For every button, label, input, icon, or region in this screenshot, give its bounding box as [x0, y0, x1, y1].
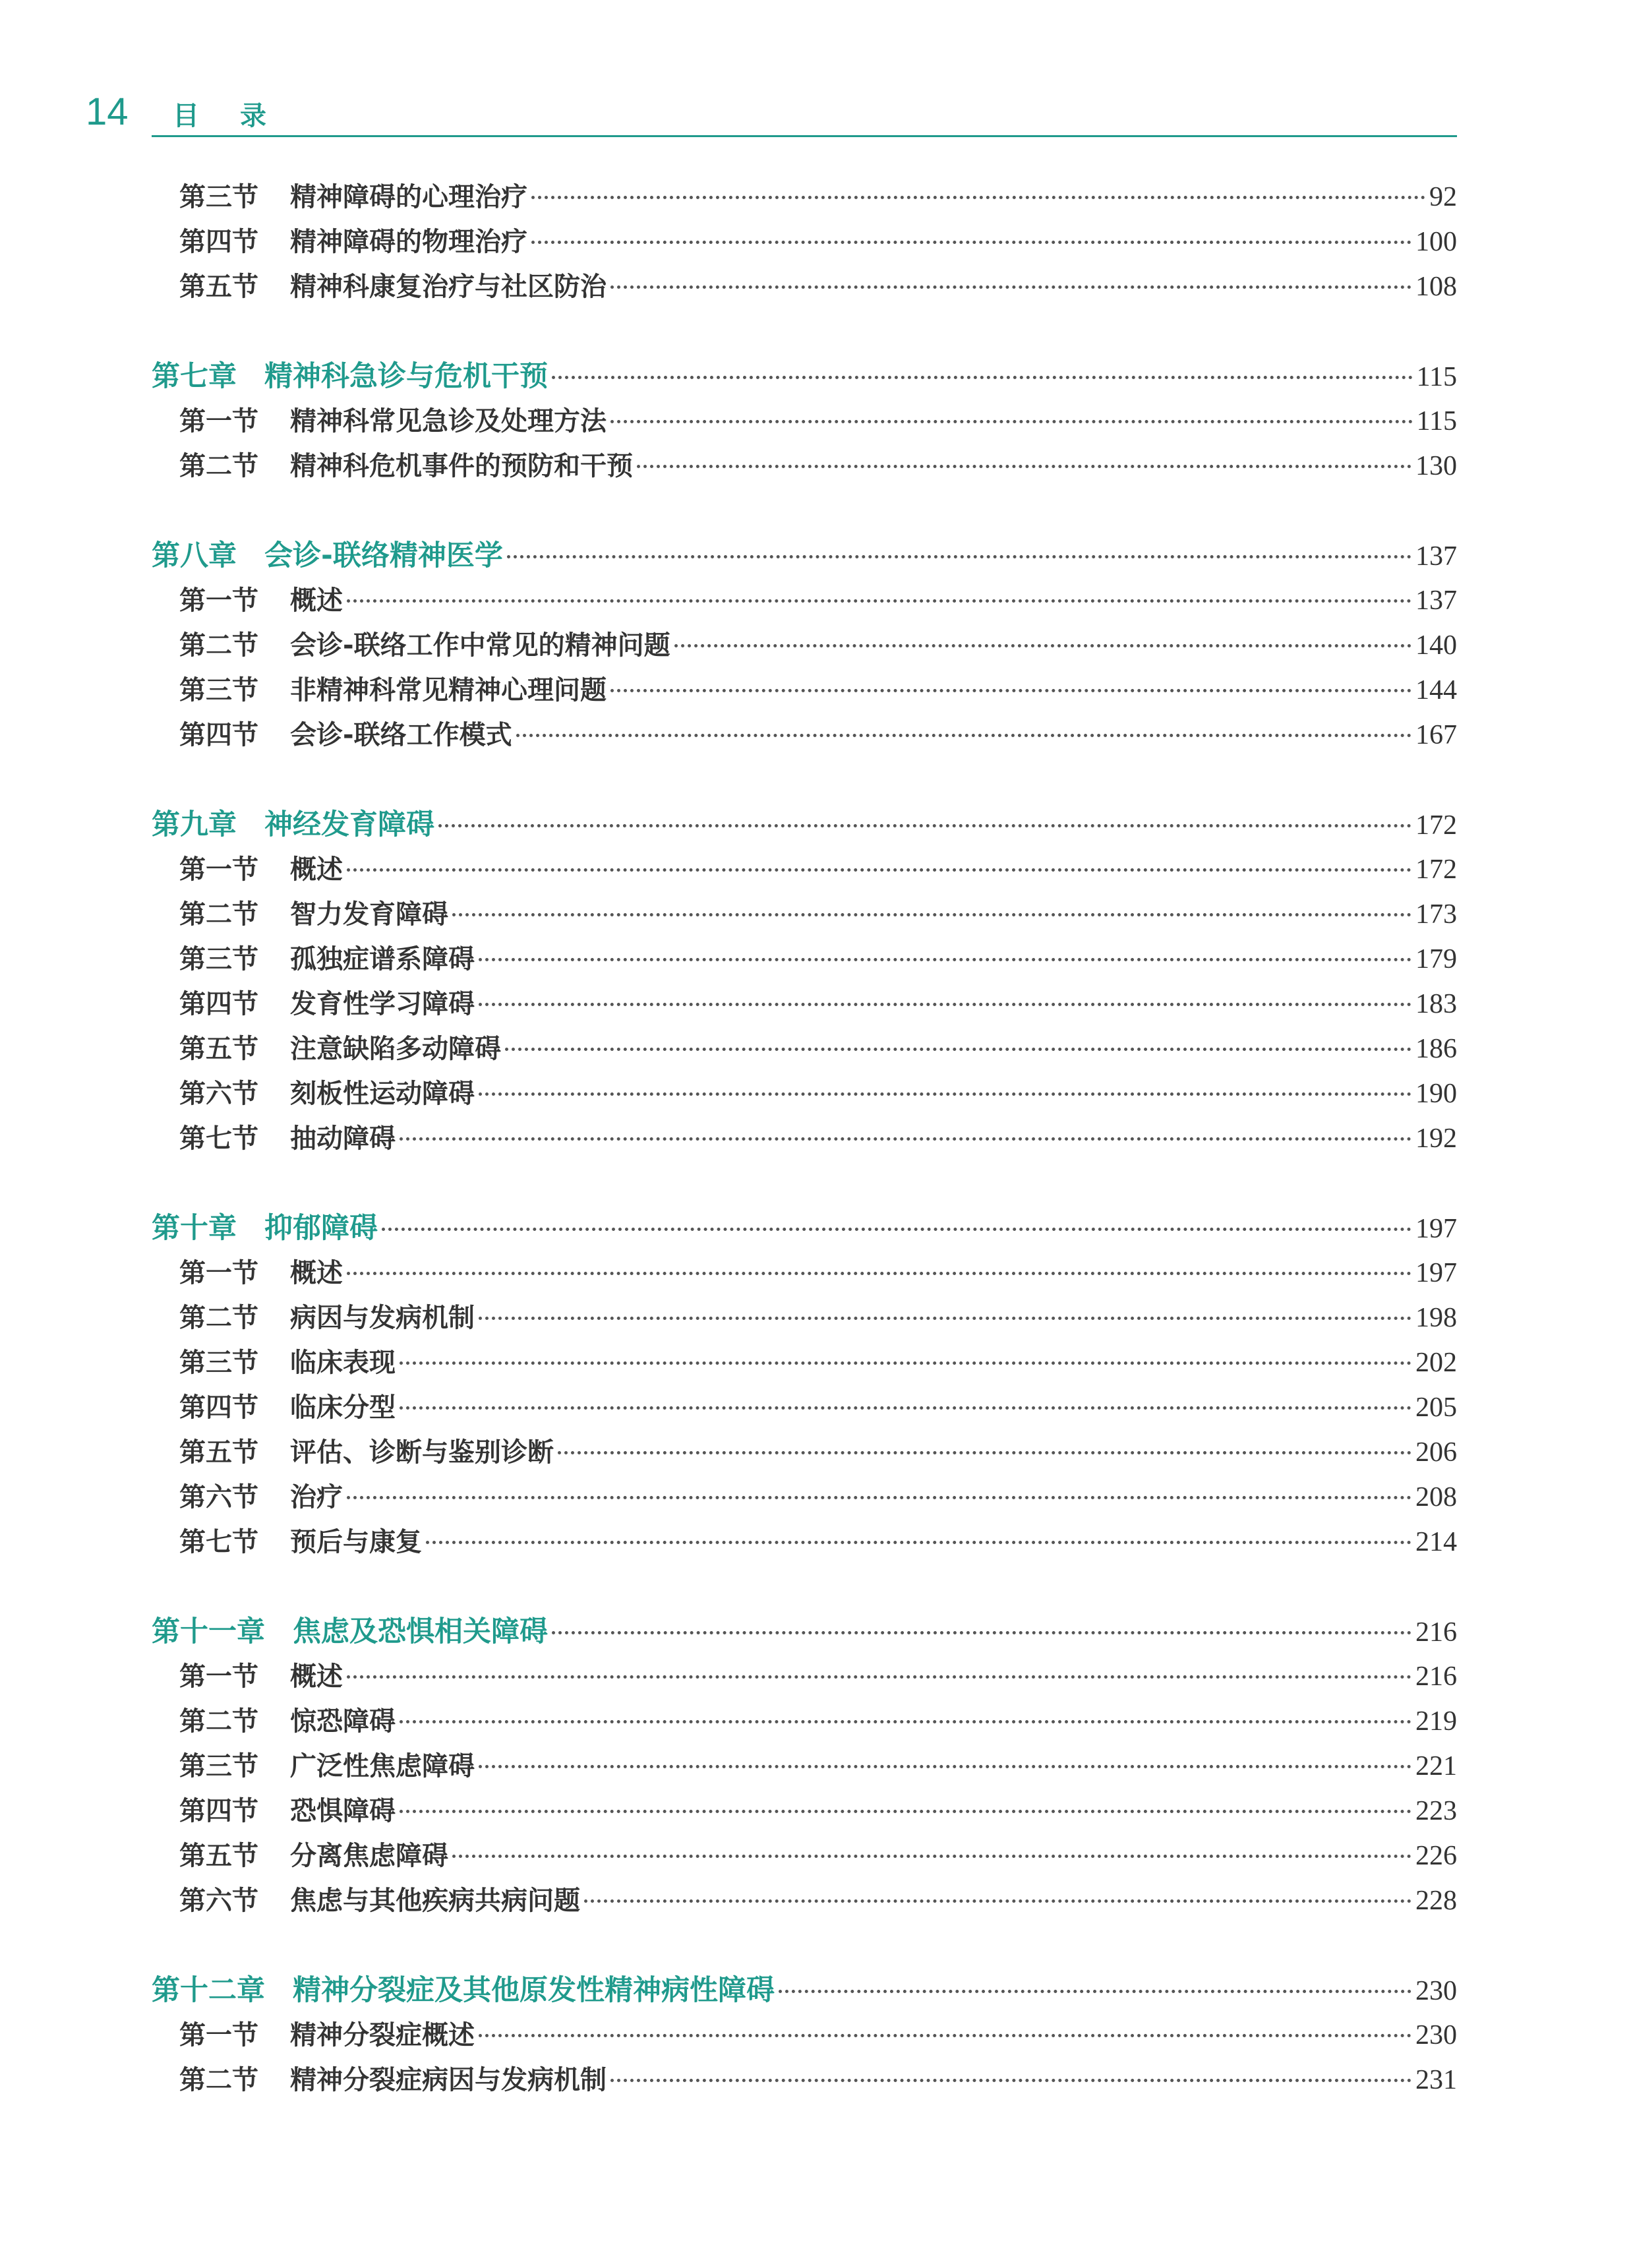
section-entry[interactable]: [152, 1475, 1457, 1520]
section-number: 第四节: [179, 1796, 258, 1826]
dot-leader: [610, 420, 1413, 423]
section-title: 会诊-联络工作模式: [290, 720, 512, 750]
chapter-entry[interactable]: [152, 1609, 1457, 1654]
section-entry[interactable]: [152, 1071, 1457, 1116]
chapter-block: [152, 354, 1457, 489]
section-title: 会诊-联络工作中常见的精神问题: [290, 630, 670, 661]
section-title: 分离焦虑障碍: [290, 1841, 448, 1871]
dot-leader: [479, 958, 1412, 961]
dot-leader: [505, 1048, 1412, 1051]
dot-leader: [479, 1317, 1412, 1320]
section-number: 第三节: [179, 1751, 258, 1781]
dot-leader: [637, 465, 1412, 468]
section-number: 第五节: [179, 1437, 258, 1468]
section-entry[interactable]: [152, 399, 1457, 444]
chapter-entry[interactable]: [152, 802, 1457, 847]
section-entry[interactable]: [152, 175, 1457, 220]
header-title: 目录: [173, 101, 307, 131]
section-title: 注意缺陷多动障碍: [290, 1034, 501, 1064]
chapter-number: 第十二章: [152, 1974, 265, 2007]
page-ref: 230: [1415, 2020, 1457, 2050]
section-number: 第一节: [179, 585, 258, 616]
dot-leader: [438, 824, 1412, 827]
page-ref: 140: [1415, 630, 1457, 661]
section-entry[interactable]: [152, 1789, 1457, 1834]
dot-leader: [552, 376, 1413, 379]
page-ref: 115: [1416, 362, 1457, 392]
page-ref: 172: [1415, 810, 1457, 841]
chapter-block: [152, 533, 1457, 758]
section-number: 第七节: [179, 1123, 258, 1154]
section-number: 第四节: [179, 227, 258, 257]
section-title: 刻板性运动障碍: [290, 1079, 475, 1109]
page-ref: 186: [1415, 1034, 1457, 1064]
section-entry[interactable]: [152, 1520, 1457, 1565]
table-of-contents: [152, 175, 1457, 2147]
section-number: 第三节: [179, 1348, 258, 1378]
dot-leader: [610, 689, 1412, 692]
page-ref: 202: [1415, 1348, 1457, 1378]
section-entry[interactable]: [152, 713, 1457, 758]
dot-leader: [347, 599, 1412, 603]
chapter-number: 第七章: [152, 360, 237, 393]
section-number: 第一节: [179, 1661, 258, 1692]
dot-leader: [584, 1899, 1412, 1903]
dot-leader: [400, 1720, 1412, 1723]
section-title: 精神障碍的心理治疗: [290, 182, 527, 212]
dot-leader: [452, 913, 1412, 916]
page-ref: 221: [1415, 1751, 1457, 1781]
section-entry[interactable]: [152, 1116, 1457, 1161]
section-title: 精神科康复治疗与社区防治: [290, 272, 607, 302]
page-ref: 216: [1415, 1661, 1457, 1692]
page-ref: 230: [1415, 1976, 1457, 2006]
section-title: 精神科常见急诊及处理方法: [290, 406, 607, 436]
section-entry[interactable]: [152, 1654, 1457, 1699]
section-title: 概述: [290, 1661, 343, 1692]
chapter-title: 会诊-联络精神医学: [264, 539, 503, 572]
section-number: 第七节: [179, 1527, 258, 1557]
chapter-title: 神经发育障碍: [264, 808, 434, 841]
page-ref: 219: [1415, 1706, 1457, 1737]
section-number: 第五节: [179, 1841, 258, 1871]
section-title: 概述: [290, 854, 343, 885]
dot-leader: [382, 1228, 1412, 1231]
section-entry[interactable]: [152, 264, 1457, 309]
section-entry[interactable]: [152, 578, 1457, 623]
section-number: 第六节: [179, 1886, 258, 1916]
dot-leader: [531, 241, 1412, 244]
page-ref: 137: [1415, 585, 1457, 616]
page-ref: 198: [1415, 1303, 1457, 1333]
page-ref: 100: [1415, 227, 1457, 257]
dot-leader: [674, 644, 1412, 647]
section-title: 孤独症谱系障碍: [290, 944, 475, 974]
chapter-number: 第九章: [152, 808, 237, 841]
section-entry[interactable]: [152, 1340, 1457, 1385]
dot-leader: [531, 196, 1425, 199]
chapter-block: [152, 175, 1457, 309]
page-ref: 216: [1415, 1617, 1457, 1648]
page-ref: 206: [1415, 1437, 1457, 1468]
page-ref: 130: [1415, 451, 1457, 481]
section-number: 第四节: [179, 720, 258, 750]
section-number: 第五节: [179, 1034, 258, 1064]
page-header: [86, 84, 1457, 137]
page-ref: 223: [1415, 1796, 1457, 1826]
section-title: 智力发育障碍: [290, 899, 448, 930]
dot-leader: [347, 1675, 1412, 1679]
section-number: 第六节: [179, 1079, 258, 1109]
page-ref: 92: [1429, 182, 1457, 212]
page-ref: 197: [1415, 1258, 1457, 1288]
section-title: 发育性学习障碍: [290, 989, 475, 1019]
section-entry[interactable]: [152, 668, 1457, 713]
section-number: 第二节: [179, 899, 258, 930]
page-ref: 208: [1415, 1482, 1457, 1512]
dot-leader: [479, 1765, 1412, 1768]
section-number: 第二节: [179, 630, 258, 661]
chapter-title: 精神科急诊与危机干预: [264, 360, 548, 393]
dot-leader: [507, 555, 1412, 558]
page-ref: 190: [1415, 1079, 1457, 1109]
chapter-block: [152, 1968, 1457, 2103]
section-title: 精神科危机事件的预防和干预: [290, 451, 633, 481]
section-number: 第一节: [179, 1258, 258, 1288]
dot-leader: [426, 1541, 1412, 1544]
page-ref: 144: [1415, 675, 1457, 705]
section-title: 焦虑与其他疾病共病问题: [290, 1886, 580, 1916]
dot-leader: [479, 1092, 1412, 1096]
section-title: 预后与康复: [290, 1527, 422, 1557]
page-ref: 192: [1415, 1123, 1457, 1154]
page-ref: 115: [1416, 406, 1457, 436]
section-number: 第五节: [179, 272, 258, 302]
dot-leader: [610, 2079, 1412, 2082]
section-entry[interactable]: [152, 1385, 1457, 1430]
page-ref: 205: [1415, 1392, 1457, 1423]
section-number: 第三节: [179, 675, 258, 705]
page-ref: 214: [1415, 1527, 1457, 1557]
section-entry[interactable]: [152, 892, 1457, 937]
page-ref: 179: [1415, 944, 1457, 974]
section-title: 惊恐障碍: [290, 1706, 396, 1737]
chapter-number: 第八章: [152, 539, 237, 572]
section-title: 评估、诊断与鉴别诊断: [290, 1437, 554, 1468]
page-ref: 137: [1415, 541, 1457, 572]
page-ref: 231: [1415, 2065, 1457, 2095]
section-number: 第四节: [179, 1392, 258, 1423]
section-entry[interactable]: [152, 623, 1457, 668]
chapter-block: [152, 1206, 1457, 1565]
section-title: 非精神科常见精神心理问题: [290, 675, 607, 705]
section-number: 第一节: [179, 406, 258, 436]
dot-leader: [552, 1631, 1412, 1634]
section-title: 广泛性焦虑障碍: [290, 1751, 475, 1781]
section-title: 精神分裂症概述: [290, 2020, 475, 2050]
dot-leader: [452, 1855, 1412, 1858]
section-entry[interactable]: [152, 2058, 1457, 2103]
section-entry[interactable]: [152, 1296, 1457, 1340]
chapter-title: 精神分裂症及其他原发性精神病性障碍: [293, 1974, 775, 2007]
section-entry[interactable]: [152, 982, 1457, 1027]
section-title: 临床表现: [290, 1348, 396, 1378]
dot-leader: [779, 1990, 1412, 1993]
page-ref: 228: [1415, 1886, 1457, 1916]
dot-leader: [558, 1451, 1412, 1454]
chapter-block: [152, 1609, 1457, 1923]
section-entry[interactable]: [152, 1744, 1457, 1789]
chapter-title: 抑郁障碍: [264, 1212, 378, 1245]
section-title: 概述: [290, 1258, 343, 1288]
section-title: 治疗: [290, 1482, 343, 1512]
dot-leader: [347, 1496, 1412, 1499]
section-title: 精神障碍的物理治疗: [290, 227, 527, 257]
dot-leader: [400, 1810, 1412, 1813]
section-entry[interactable]: [152, 1878, 1457, 1923]
dot-leader: [400, 1137, 1412, 1141]
dot-leader: [347, 868, 1412, 872]
chapter-block: [152, 802, 1457, 1161]
page-number: 14: [86, 90, 129, 133]
page-ref: 173: [1415, 899, 1457, 930]
page-ref: 183: [1415, 989, 1457, 1019]
section-entry[interactable]: [152, 1834, 1457, 1878]
section-number: 第三节: [179, 944, 258, 974]
page-ref: 197: [1415, 1214, 1457, 1244]
page-ref: 167: [1415, 720, 1457, 750]
section-entry[interactable]: [152, 847, 1457, 892]
section-entry[interactable]: [152, 444, 1457, 489]
section-number: 第六节: [179, 1482, 258, 1512]
chapter-number: 第十章: [152, 1212, 237, 1245]
section-number: 第一节: [179, 854, 258, 885]
chapter-entry[interactable]: [152, 533, 1457, 578]
chapter-number: 第十一章: [152, 1615, 265, 1648]
dot-leader: [516, 734, 1412, 737]
section-entry[interactable]: [152, 1027, 1457, 1071]
section-entry[interactable]: [152, 2013, 1457, 2058]
section-title: 精神分裂症病因与发病机制: [290, 2065, 607, 2095]
dot-leader: [347, 1272, 1412, 1275]
page-ref: 172: [1415, 854, 1457, 885]
page-ref: 226: [1415, 1841, 1457, 1871]
section-entry[interactable]: [152, 220, 1457, 264]
section-number: 第二节: [179, 2065, 258, 2095]
section-title: 概述: [290, 585, 343, 616]
section-number: 第三节: [179, 182, 258, 212]
section-number: 第二节: [179, 1303, 258, 1333]
page-ref: 108: [1415, 272, 1457, 302]
chapter-entry[interactable]: [152, 354, 1457, 399]
dot-leader: [479, 2034, 1412, 2037]
dot-leader: [400, 1361, 1412, 1365]
section-number: 第二节: [179, 451, 258, 481]
section-title: 抽动障碍: [290, 1123, 396, 1154]
section-entry[interactable]: [152, 937, 1457, 982]
chapter-entry[interactable]: [152, 1206, 1457, 1251]
section-entry[interactable]: [152, 1430, 1457, 1475]
section-title: 病因与发病机制: [290, 1303, 475, 1333]
section-title: 临床分型: [290, 1392, 396, 1423]
section-title: 恐惧障碍: [290, 1796, 396, 1826]
dot-leader: [610, 285, 1412, 289]
section-entry[interactable]: [152, 1699, 1457, 1744]
chapter-title: 焦虑及恐惧相关障碍: [293, 1615, 548, 1648]
dot-leader: [400, 1406, 1412, 1410]
section-number: 第二节: [179, 1706, 258, 1737]
section-number: 第四节: [179, 989, 258, 1019]
section-number: 第一节: [179, 2020, 258, 2050]
section-entry[interactable]: [152, 1251, 1457, 1296]
dot-leader: [479, 1003, 1412, 1006]
chapter-entry[interactable]: [152, 1968, 1457, 2013]
header-rule: [152, 135, 1457, 137]
